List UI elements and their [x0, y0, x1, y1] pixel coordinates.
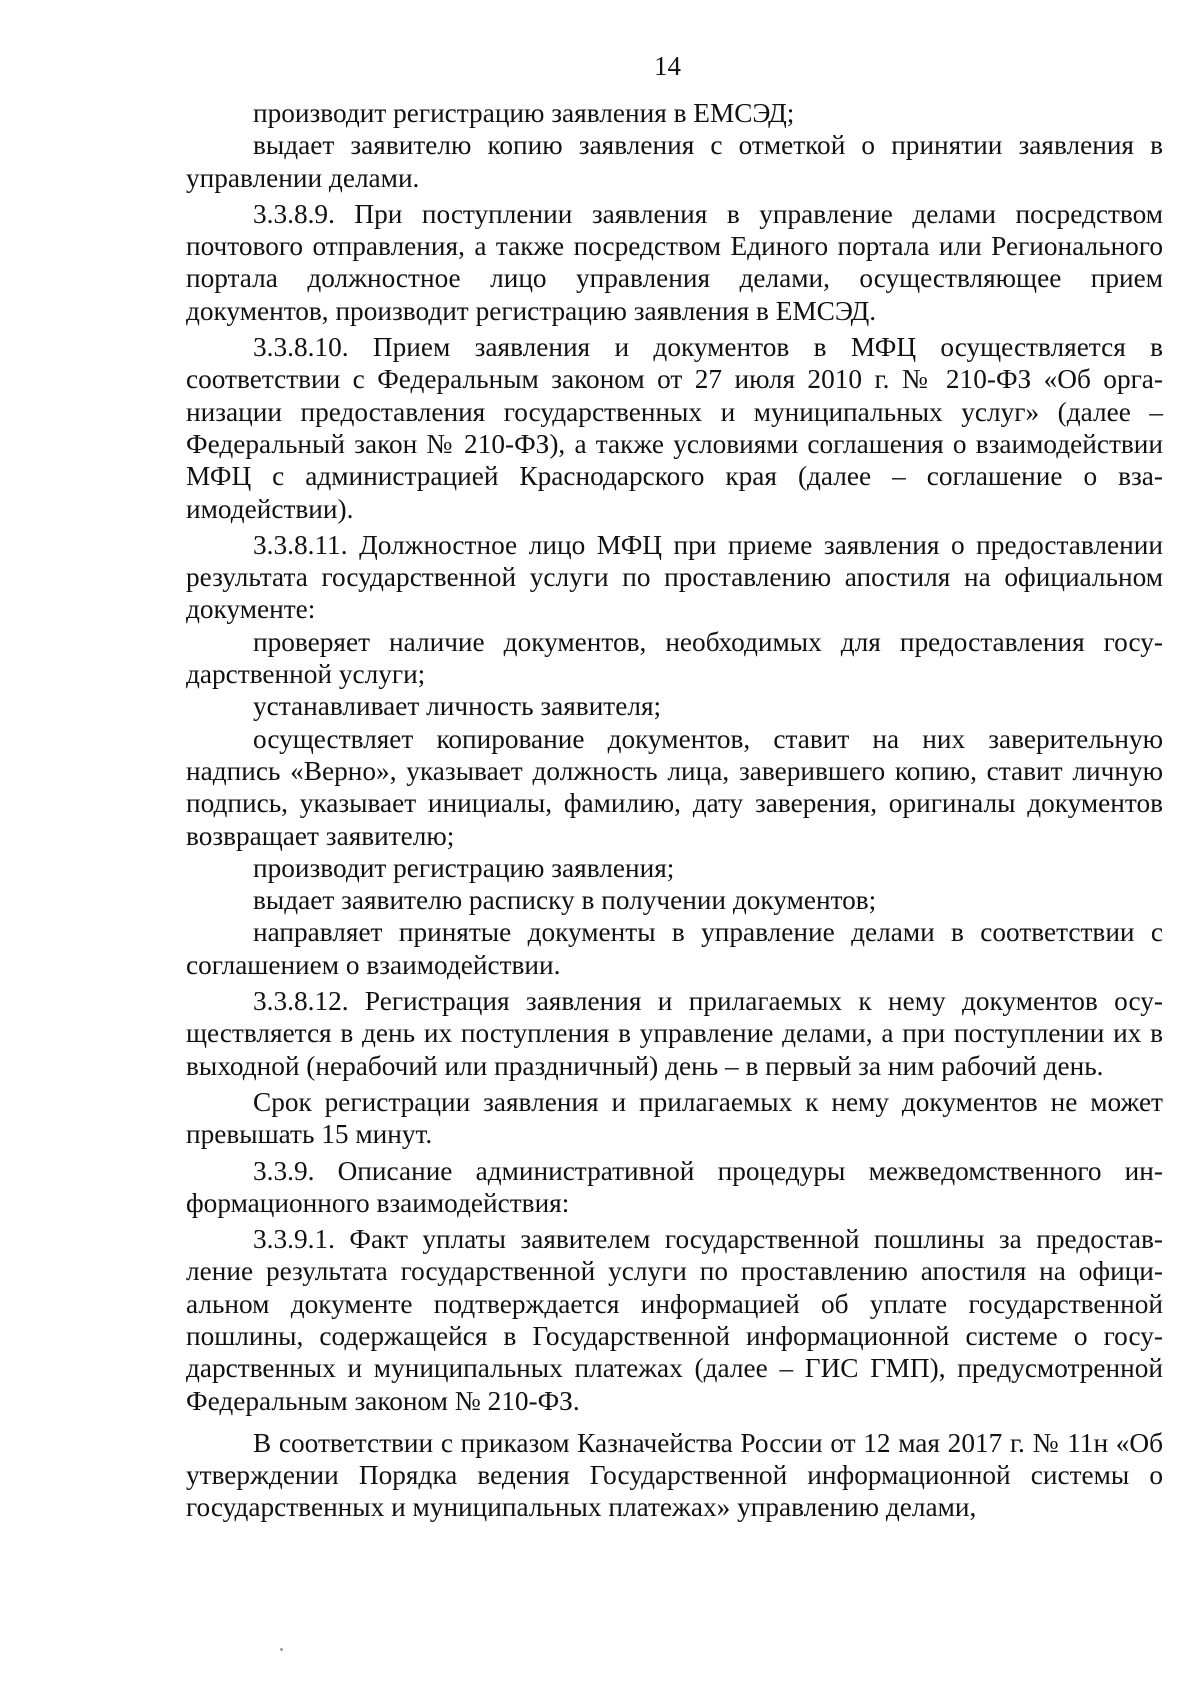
scan-speck — [280, 1648, 283, 1651]
paragraph-treasury-order: В соответствии с приказом Казначейства России от 12 мая 2017 г. № 11н «Об утверждении Порядка ведения Государственной информационной системы о государственных и муниципальных платежах» управлению делами, — [186, 1427, 1163, 1523]
paragraph-issue-receipt: выдает заявителю расписку в получении документов; — [253, 885, 877, 916]
paragraph-3-3-9: 3.3.9. Описание административной процедуры межведомственного информационного взаимодействия: — [186, 1155, 1163, 1218]
paragraph-3-3-8-9: 3.3.8.9. При поступлении заявления в управление делами посредством почтового отправления, а также посредством Единого портала или Регионального портала должностное лицо управления делами, осуществляющее прием документов, производит регистрацию заявления в ЕМСЭД. — [186, 198, 1163, 326]
paragraph-3-3-8-11: 3.3.8.11. Должностное лицо МФЦ при приеме заявления о предоставлении результата государственной услуги по проставлению апостиля на официальном документе: — [186, 529, 1163, 625]
paragraph-registration-emsed: производит регистрацию заявления в ЕМСЭД; — [253, 98, 795, 128]
paragraph-send-documents: направляет принятые документы в управление делами в соответствии с соглашением о взаимодействии. — [186, 917, 1163, 980]
paragraph-copy-documents: осуществляет копирование документов, ставит на них заверительную надпись «Верно», указывает должность лица, заверившего копию, ставит личную подпись, указывает инициалы, фамилию, дату заверения, оригиналы документов возвращает заявителю; — [186, 723, 1163, 851]
paragraph-check-documents: проверяет наличие документов, необходимых для предоставления государственной услуги; — [186, 626, 1163, 690]
document-body — [186, 97, 1163, 1524]
paragraph-identify-applicant: устанавливает личность заявителя; — [253, 691, 662, 722]
paragraph-registration-term: Срок регистрации заявления и прилагаемых к нему документов не может превышать 15 минут. — [186, 1086, 1163, 1150]
paragraph-3-3-8-10: 3.3.8.10. Прием заявления и документов в МФЦ осуществляется в соответствии с Федеральным законом от 27 июля 2010 г. № 210-ФЗ «Об организации предоставления государственных и муниципальных услуг» (далее – Федеральный закон № 210-ФЗ), а также условиями соглашения о взаимодействии МФЦ с администрацией Краснодарского края (далее – соглашение о взаимодействии). — [186, 332, 1163, 524]
paragraph-register-application: производит регистрацию заявления; — [253, 852, 675, 883]
paragraph-3-3-8-12: 3.3.8.12. Регистрация заявления и прилагаемых к нему документов осуществляется в день их поступления в управление делами, а при поступлении их в выходной (нерабочий или праздничный) день – в первый за ним рабочий день. — [186, 986, 1163, 1081]
paragraph-issue-copy: выдает заявителю копию заявления с отметкой о принятии заявления в управлении делами. — [186, 130, 1163, 193]
page-number: 14 — [654, 51, 681, 81]
paragraph-3-3-9-1: 3.3.9.1. Факт уплаты заявителем государственной пошлины за предоставление результата государственной услуги по проставлению апостиля на официальном документе подтверждается информацией об уплате государственной пошлины, содержащейся в Государственной информационной системе о государственных и муниципальных платежах (далее – ГИС ГМП), предусмотренной Федеральным законом № 210-ФЗ. — [186, 1224, 1163, 1416]
